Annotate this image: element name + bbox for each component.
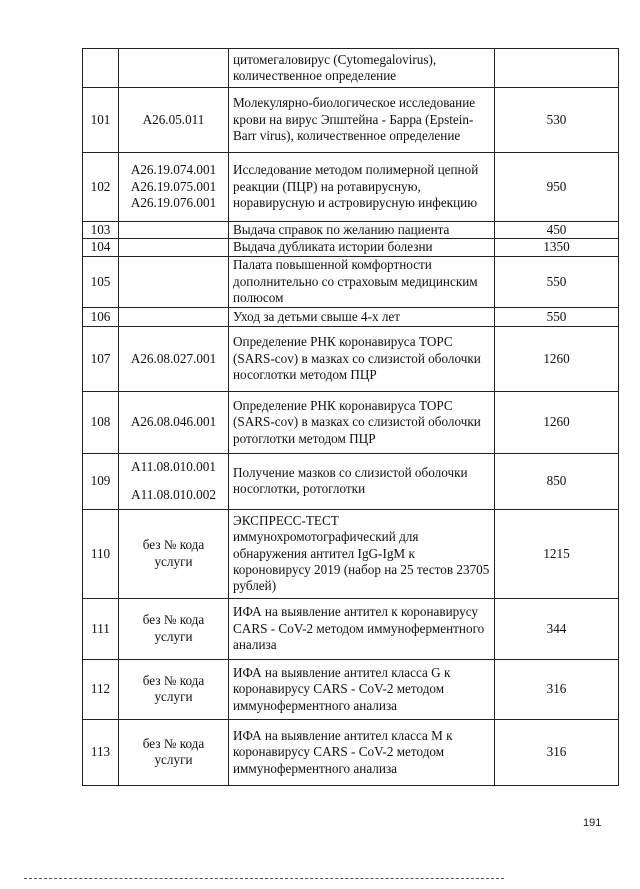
service-code: без № кода — [142, 537, 205, 553]
table-row — [83, 453, 619, 509]
table-row — [83, 659, 619, 719]
service-description: ИФА на выявление антител класса M к коронавирусу CARS - CoV-2 методом иммуноферментного анализа — [229, 719, 495, 785]
service-code-cell — [119, 659, 229, 719]
service-code-cell — [119, 453, 229, 509]
service-code: A26.08.046.001 — [130, 414, 217, 430]
table-row — [83, 509, 619, 598]
service-number: 111 — [83, 598, 119, 659]
service-number: 112 — [83, 659, 119, 719]
service-price — [495, 49, 619, 88]
service-description: Выдача справок по желанию пациента — [229, 222, 495, 239]
service-code-cell — [119, 598, 229, 659]
service-code: услуги — [154, 752, 193, 768]
service-code-cell — [119, 326, 229, 391]
service-price: 316 — [495, 659, 619, 719]
service-code-cell — [119, 153, 229, 222]
service-price: 850 — [495, 453, 619, 509]
service-description: ИФА на выявление антител к коронавирусу CARS - CoV-2 методом иммуноферментного анализа — [229, 598, 495, 659]
table-row — [83, 153, 619, 222]
service-price: 1260 — [495, 391, 619, 453]
service-description: ЭКСПРЕСС-ТЕСТ иммунохромотографический для обнаружения антител IgG-IgM к короновирусу 2019 (набор на 25 тестов 23705 рублей) — [229, 509, 495, 598]
table-row — [83, 307, 619, 326]
service-number: 107 — [83, 326, 119, 391]
service-description: Определение РНК коронавируса ТОРС (SARS-cov) в мазках со слизистой оболочки ротоглотки методом ПЦР — [229, 391, 495, 453]
service-code: услуги — [154, 628, 193, 644]
service-price: 316 — [495, 719, 619, 785]
service-price: 1350 — [495, 239, 619, 256]
service-code-cell — [119, 256, 229, 307]
service-price: 344 — [495, 598, 619, 659]
table-row — [83, 239, 619, 256]
service-description: Палата повышенной комфортности дополнительно со страховым медицинским полюсом — [229, 256, 495, 307]
service-code: без № кода — [142, 735, 205, 751]
service-number: 102 — [83, 153, 119, 222]
service-description: Получение мазков со слизистой оболочки носоглотки, ротоглотки — [229, 453, 495, 509]
service-code: A26.05.011 — [142, 111, 205, 127]
service-code: A26.19.075.001 — [130, 178, 217, 194]
service-price: 550 — [495, 307, 619, 326]
table-row — [83, 222, 619, 239]
service-code: A26.19.076.001 — [130, 195, 217, 211]
service-code: без № кода — [142, 672, 205, 688]
service-number: 104 — [83, 239, 119, 256]
service-number — [83, 49, 119, 88]
service-number: 106 — [83, 307, 119, 326]
service-price: 1260 — [495, 326, 619, 391]
table-row — [83, 391, 619, 453]
service-code-cell — [119, 222, 229, 239]
service-code: A11.08.010.002 — [131, 486, 216, 502]
service-code-cell — [119, 239, 229, 256]
service-price: 530 — [495, 88, 619, 153]
service-description: ИФА на выявление антител класса G к коронавирусу CARS - CoV-2 методом иммуноферментного анализа — [229, 659, 495, 719]
table-row — [83, 88, 619, 153]
footer-divider — [24, 878, 504, 879]
service-code: услуги — [154, 689, 193, 705]
service-number: 110 — [83, 509, 119, 598]
table-row — [83, 719, 619, 785]
table-row — [83, 326, 619, 391]
service-price: 450 — [495, 222, 619, 239]
service-code-cell — [119, 509, 229, 598]
service-description: Уход за детьми свыше 4-х лет — [229, 307, 495, 326]
service-code: услуги — [154, 553, 193, 569]
service-number: 103 — [83, 222, 119, 239]
service-description: цитомегаловирус (Cytomegalovirus), количественное определение — [229, 49, 495, 88]
service-code: A26.19.074.001 — [130, 162, 217, 178]
service-code: A11.08.010.001 — [131, 459, 216, 475]
service-price: 950 — [495, 153, 619, 222]
service-price: 550 — [495, 256, 619, 307]
service-description: Выдача дубликата истории болезни — [229, 239, 495, 256]
service-number: 113 — [83, 719, 119, 785]
service-number: 105 — [83, 256, 119, 307]
service-description: Исследование методом полимерной цепной реакции (ПЦР) на ротавирусную, норавирусную и астровирусную инфекцию — [229, 153, 495, 222]
table-row — [83, 598, 619, 659]
service-number: 101 — [83, 88, 119, 153]
page-number: 191 — [583, 817, 602, 829]
service-price: 1215 — [495, 509, 619, 598]
service-code-cell — [119, 49, 229, 88]
service-code: A26.08.027.001 — [130, 350, 217, 366]
service-description: Молекулярно-биологическое исследование крови на вирус Эпштейна - Барра (Epstein-Barr virus), количественное определение — [229, 88, 495, 153]
service-code-cell — [119, 391, 229, 453]
service-description: Определение РНК коронавируса ТОРС (SARS-cov) в мазках со слизистой оболочки носоглотки методом ПЦР — [229, 326, 495, 391]
service-code: без № кода — [142, 612, 205, 628]
price-list-table — [82, 48, 619, 786]
service-number: 108 — [83, 391, 119, 453]
table-row — [83, 49, 619, 88]
service-code-cell — [119, 88, 229, 153]
service-code-cell — [119, 307, 229, 326]
service-code-cell — [119, 719, 229, 785]
service-number: 109 — [83, 453, 119, 509]
table-row — [83, 256, 619, 307]
